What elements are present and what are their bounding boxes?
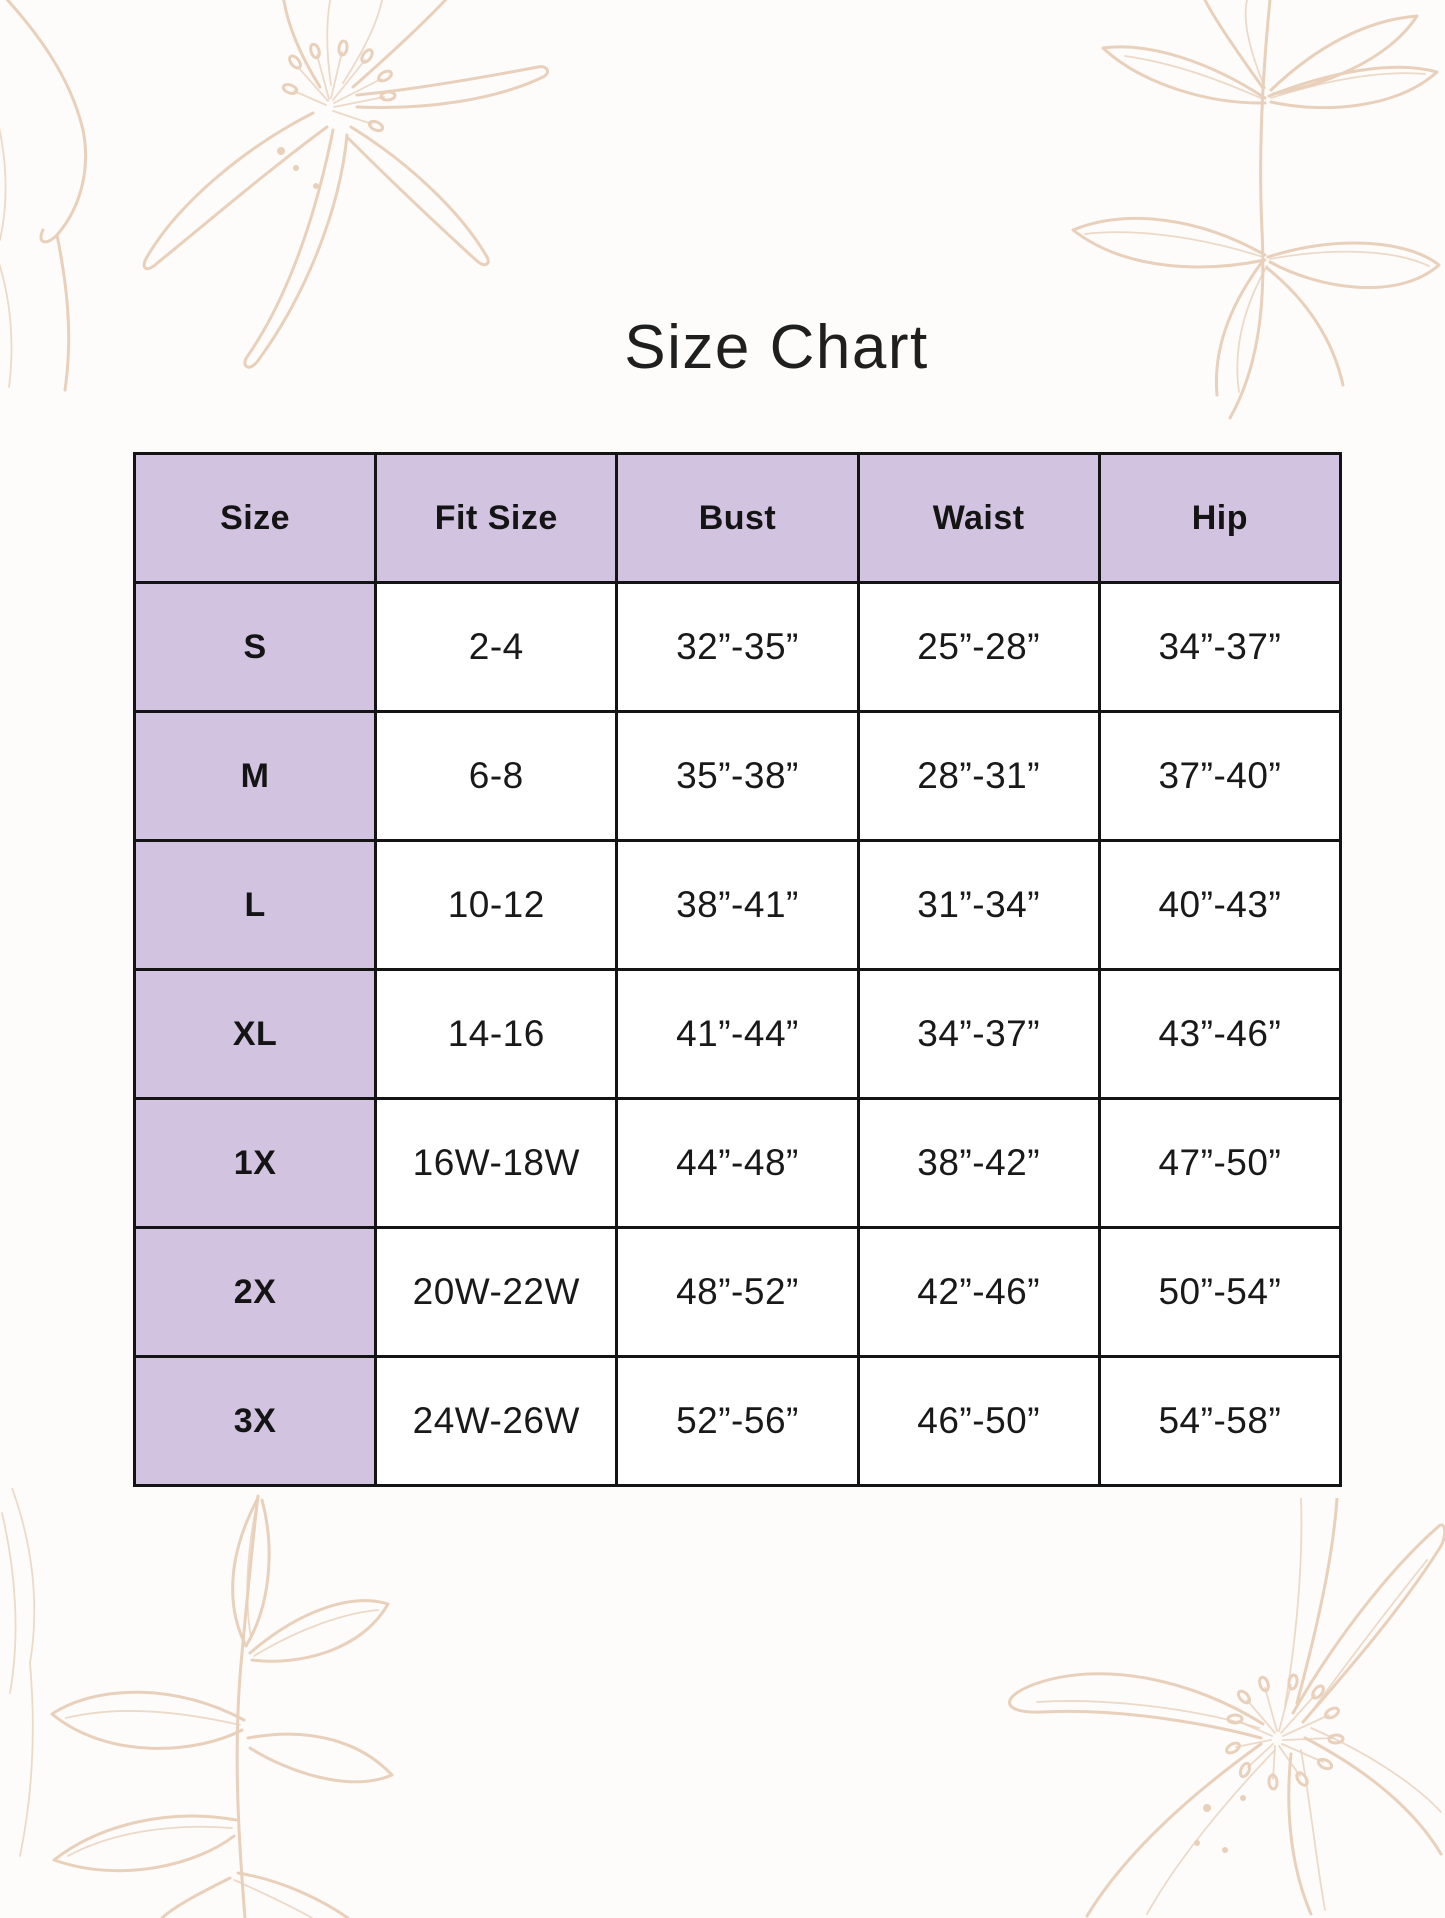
hip-cell: 37”-40” xyxy=(1099,712,1340,841)
hip-cell: 40”-43” xyxy=(1099,841,1340,970)
size-cell: M xyxy=(135,712,376,841)
table-row xyxy=(135,1099,1341,1228)
size-cell: S xyxy=(135,583,376,712)
column-header-hip: Hip xyxy=(1099,454,1340,583)
fit-size-cell: 16W-18W xyxy=(376,1099,617,1228)
bust-cell: 35”-38” xyxy=(617,712,858,841)
hip-cell: 34”-37” xyxy=(1099,583,1340,712)
bust-cell: 48”-52” xyxy=(617,1228,858,1357)
fit-size-cell: 14-16 xyxy=(376,970,617,1099)
bust-cell: 41”-44” xyxy=(617,970,858,1099)
hip-cell: 47”-50” xyxy=(1099,1099,1340,1228)
fit-size-cell: 6-8 xyxy=(376,712,617,841)
bust-cell: 38”-41” xyxy=(617,841,858,970)
fit-size-cell: 20W-22W xyxy=(376,1228,617,1357)
table-row xyxy=(135,583,1341,712)
column-header-size: Size xyxy=(135,454,376,583)
waist-cell: 46”-50” xyxy=(858,1357,1099,1486)
size-cell: 1X xyxy=(135,1099,376,1228)
page-title: Size Chart xyxy=(624,313,929,382)
column-header-fit-size: Fit Size xyxy=(376,454,617,583)
waist-cell: 34”-37” xyxy=(858,970,1099,1099)
fit-size-cell: 10-12 xyxy=(376,841,617,970)
waist-cell: 42”-46” xyxy=(858,1228,1099,1357)
waist-cell: 38”-42” xyxy=(858,1099,1099,1228)
bust-cell: 44”-48” xyxy=(617,1099,858,1228)
bust-cell: 52”-56” xyxy=(617,1357,858,1486)
size-cell: XL xyxy=(135,970,376,1099)
table-row xyxy=(135,970,1341,1099)
waist-cell: 25”-28” xyxy=(858,583,1099,712)
column-header-bust: Bust xyxy=(617,454,858,583)
leaf-sprig-line-art-bottom-left xyxy=(0,1488,400,1918)
hip-cell: 50”-54” xyxy=(1099,1228,1340,1357)
size-cell: 2X xyxy=(135,1228,376,1357)
bust-cell: 32”-35” xyxy=(617,583,858,712)
size-cell: L xyxy=(135,841,376,970)
fit-size-cell: 24W-26W xyxy=(376,1357,617,1486)
size-cell: 3X xyxy=(135,1357,376,1486)
table-row xyxy=(135,1228,1341,1357)
table-row xyxy=(135,712,1341,841)
waist-cell: 28”-31” xyxy=(858,712,1099,841)
flower-line-art-bottom-right xyxy=(845,1498,1445,1918)
waist-cell: 31”-34” xyxy=(858,841,1099,970)
hip-cell: 54”-58” xyxy=(1099,1357,1340,1486)
table-row xyxy=(135,841,1341,970)
table-row xyxy=(135,1357,1341,1486)
size-chart-table xyxy=(133,452,1342,1487)
fit-size-cell: 2-4 xyxy=(376,583,617,712)
hip-cell: 43”-46” xyxy=(1099,970,1340,1099)
header-row xyxy=(135,454,1341,583)
column-header-waist: Waist xyxy=(858,454,1099,583)
